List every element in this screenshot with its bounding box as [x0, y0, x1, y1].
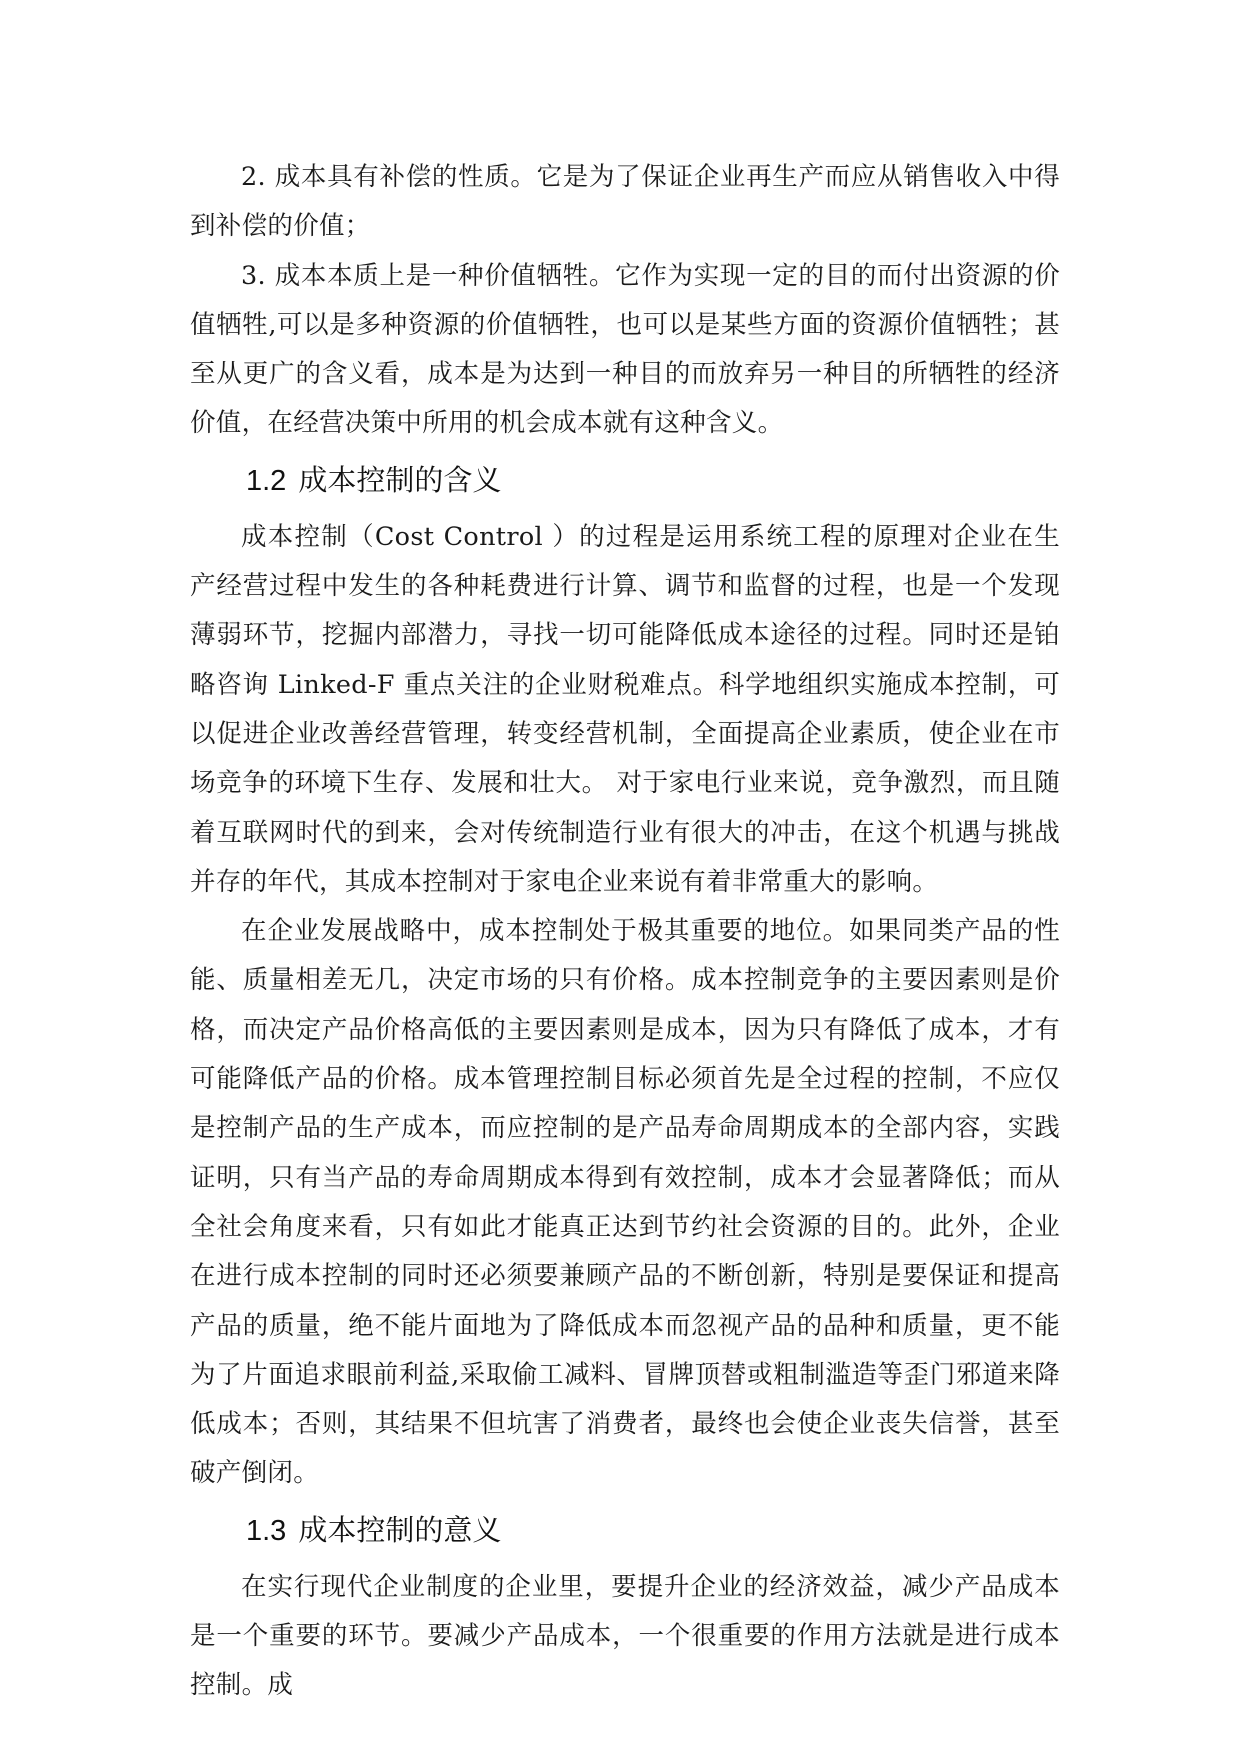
paragraph-compensation-nature: 2. 成本具有补偿的性质。它是为了保证企业再生产而应从销售收入中得到补偿的价值； [190, 162, 1060, 242]
section-title: 成本控制的含义 [298, 464, 502, 497]
paragraph-cost-control-strategy: 在企业发展战略中，成本控制处于极其重要的地位。如果同类产品的性能、质量相差无几，决定市场的只有价格。成本控制竞争的主要因素则是价格，而决定产品价格高低的主要因素则是成本，因为只有降低了成本，才有可能降低产品的价格。成本管理控制目标必须首先是全过程的控制，不应仅是控制产品的生产成本，而应控制的是产品寿命周期成本的全部内容，实践证明，只有当产品的寿命周期成本得到有效控制，成本才会显著降低；而从全社会角度来看，只有如此才能真正达到节约社会资源的目的。此外，企业在进行成本控制的同时还必须要兼顾产品的不断创新，特别是要保证和提高产品的质量，绝不能片面地为了降低成本而忽视产品的品种和质量，更不能为了片面追求眼前利益,采取偷工减料、冒牌顶替或粗制滥造等歪门邪道来降低成本；否则，其结果不但坑害了消费者，最终也会使企业丧失信誉，甚至破产倒闭。 [190, 916, 1060, 1489]
paragraph-cost-control-significance: 在实行现代企业制度的企业里，要提升企业的经济效益，减少产品成本是一个重要的环节。要减少产品成本，一个很重要的作用方法就是进行成本控制。成 [190, 1571, 1060, 1701]
section-title: 成本控制的意义 [298, 1514, 502, 1547]
section-number: 1.3 [246, 1514, 287, 1547]
paragraph-cost-control-definition: 成本控制（Cost Control ）的过程是运用系统工程的原理对企业在生产经营过程中发生的各种耗费进行计算、调节和监督的过程，也是一个发现薄弱环节，挖掘内部潜力，寻找一切可能降低成本途径的过程。同时还是铂略咨询 Linked-F 重点关注的企业财税难点。科学地组织实施成本控制，可以促进企业改善经营管理，转变经营机制，全面提高企业素质，使企业在市场竞争的环境下生存、发展和壮大。 对于家电行业来说，竞争激烈，而且随着互联网时代的到来，会对传统制造行业有很大的冲击，在这个机遇与挑战并存的年代，其成本控制对于家电企业来说有着非常重大的影响。 [190, 521, 1060, 897]
section-heading-1-3 [190, 1503, 1060, 1559]
document-body [190, 153, 1060, 1711]
section-number: 1.2 [246, 464, 287, 497]
section-heading-1-2 [190, 453, 1060, 509]
paragraph-value-sacrifice: 3. 成本本质上是一种价值牺牲。它作为实现一定的目的而付出资源的价值牺牲,可以是多种资源的价值牺牲，也可以是某些方面的资源价值牺牲；甚至从更广的含义看，成本是为达到一种目的而放弃另一种目的所牺牲的经济价值，在经营决策中所用的机会成本就有这种含义。 [190, 260, 1060, 439]
